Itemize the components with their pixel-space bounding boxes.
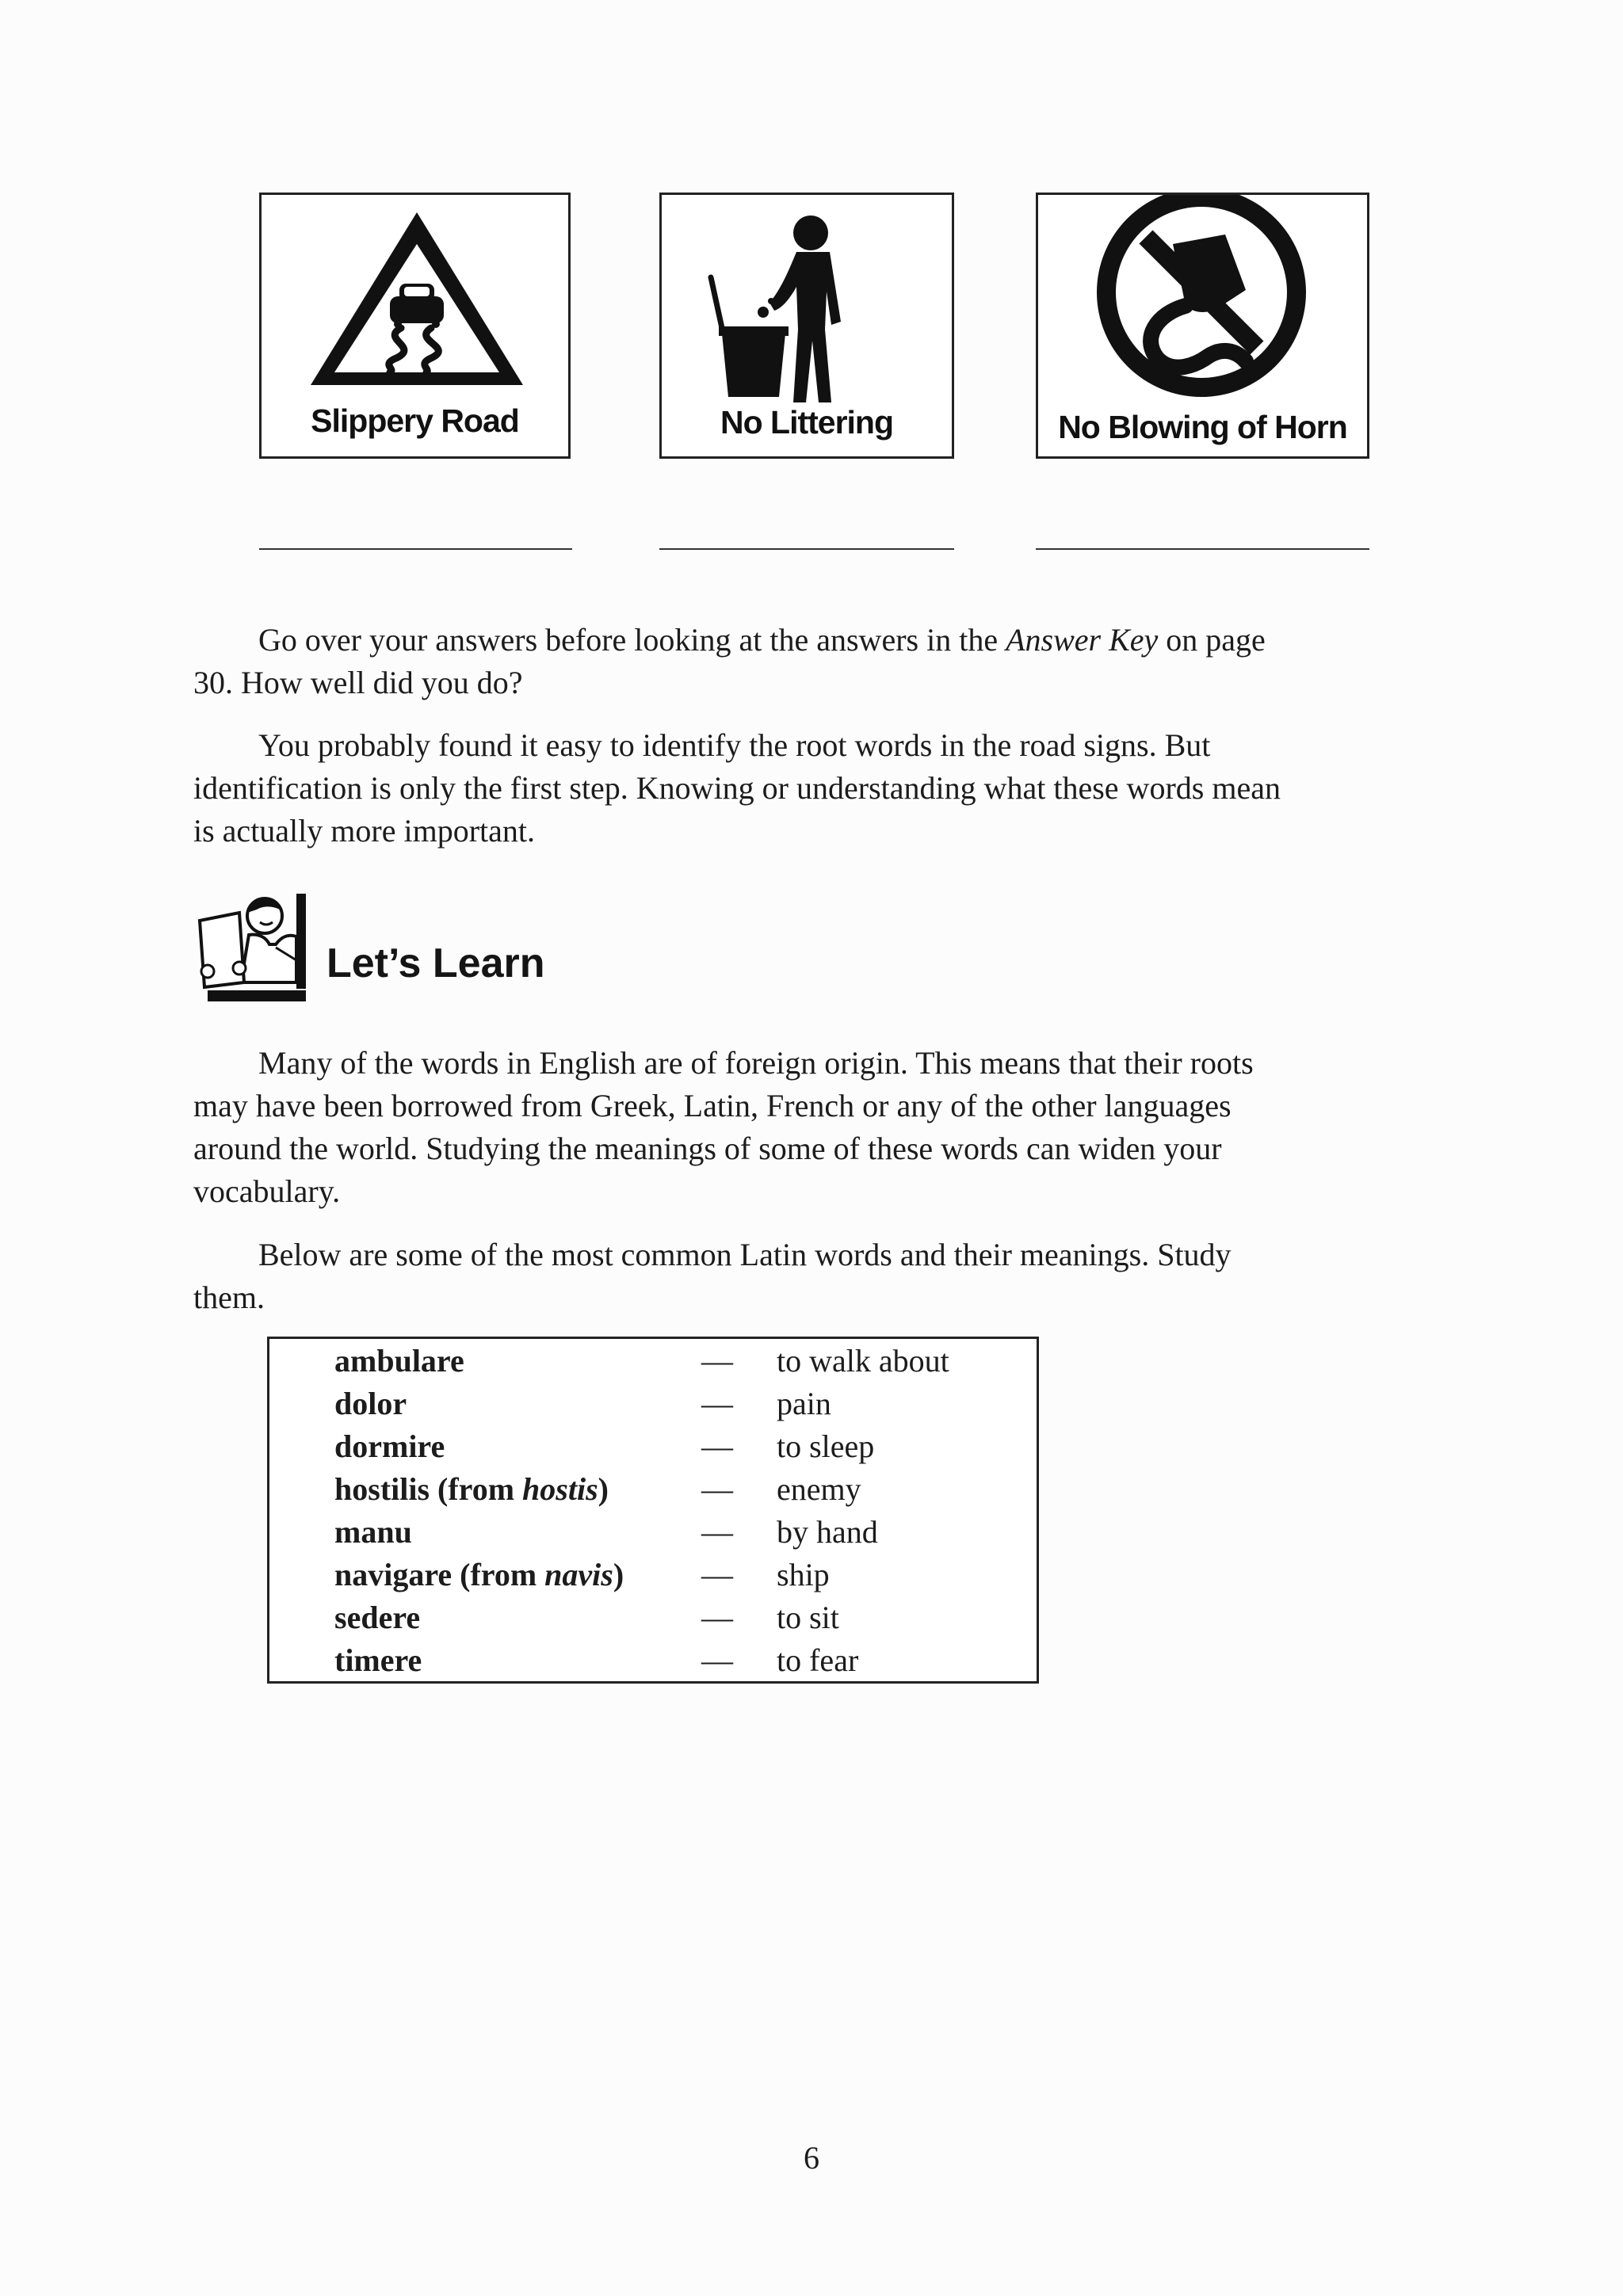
para-text: them. [193, 1280, 265, 1315]
vocab-row [269, 1385, 1037, 1428]
meaning: to sleep [777, 1428, 875, 1464]
meaning: enemy [777, 1471, 861, 1507]
para-text: You probably found it easy to identify the root words in the road signs. But [258, 727, 1211, 763]
vocab-row [269, 1470, 1037, 1513]
meaning: to sit [777, 1600, 839, 1635]
meaning: pain [777, 1386, 831, 1421]
para-text: vocabulary. [193, 1173, 341, 1209]
vocab-row [269, 1428, 1037, 1470]
latin-term: manu [334, 1514, 412, 1550]
latin-term: sedere [334, 1600, 421, 1635]
latin-term: timere [334, 1642, 422, 1678]
sign-label: Slippery Road [311, 402, 519, 439]
para-text: Below are some of the most common Latin words and their meanings. Study [258, 1237, 1232, 1272]
section-heading: Let’s Learn [327, 940, 545, 986]
paragraph-foreign-origin [193, 1042, 1382, 1213]
sign-no-horn [1036, 193, 1369, 459]
vocab-row [269, 1642, 1037, 1684]
vocab-row [269, 1513, 1037, 1556]
para-text: around the world. Studying the meanings of some of these words can widen your [193, 1131, 1222, 1166]
answer-line[interactable] [659, 548, 954, 550]
meaning: to fear [777, 1642, 859, 1678]
vocab-row [269, 1342, 1037, 1385]
paragraph-latin-words [193, 1234, 1382, 1319]
dash: — [701, 1428, 733, 1464]
para-text: may have been borrowed from Greek, Latin, French or any of the other languages [193, 1088, 1232, 1123]
meaning: to walk about [777, 1343, 949, 1379]
dash: — [701, 1514, 733, 1550]
page-number: 6 [804, 2140, 819, 2176]
para-text: Go over your answers before looking at the answers in the [258, 622, 1006, 658]
answer-line[interactable] [1036, 548, 1369, 550]
latin-term: dolor [334, 1386, 407, 1421]
latin-term: hostilis (from hostis) [334, 1471, 609, 1507]
sign-no-littering [659, 193, 954, 459]
meaning: by hand [777, 1514, 878, 1550]
vocab-row [269, 1599, 1037, 1642]
dash: — [701, 1600, 733, 1635]
latin-term: dormire [334, 1428, 445, 1464]
sign-label: No Blowing of Horn [1058, 409, 1347, 445]
dash: — [701, 1343, 733, 1379]
dash: — [701, 1557, 733, 1592]
para-text: Many of the words in English are of foreign origin. This means that their roots [258, 1045, 1254, 1081]
answer-line[interactable] [259, 548, 572, 550]
sign-slippery-road [259, 193, 571, 459]
vocab-row [269, 1556, 1037, 1599]
latin-term: ambulare [334, 1343, 464, 1379]
dash: — [701, 1642, 733, 1678]
dash: — [701, 1471, 733, 1507]
answer-key-reference: Answer Key [1006, 622, 1159, 658]
paragraph-identification [193, 724, 1382, 852]
student-reading-icon [193, 889, 312, 1008]
latin-vocabulary-table [267, 1337, 1039, 1684]
paragraph-answer-key [193, 619, 1382, 704]
latin-term: navigare (from navis) [334, 1557, 624, 1592]
para-text: identification is only the first step. Knowing or understanding what these words mean [193, 770, 1281, 806]
dash: — [701, 1386, 733, 1421]
para-text: 30. How well did you do? [193, 665, 523, 700]
sign-label: No Littering [720, 404, 894, 441]
para-text: on page [1158, 622, 1266, 658]
meaning: ship [777, 1557, 830, 1592]
para-text: is actually more important. [193, 813, 535, 849]
